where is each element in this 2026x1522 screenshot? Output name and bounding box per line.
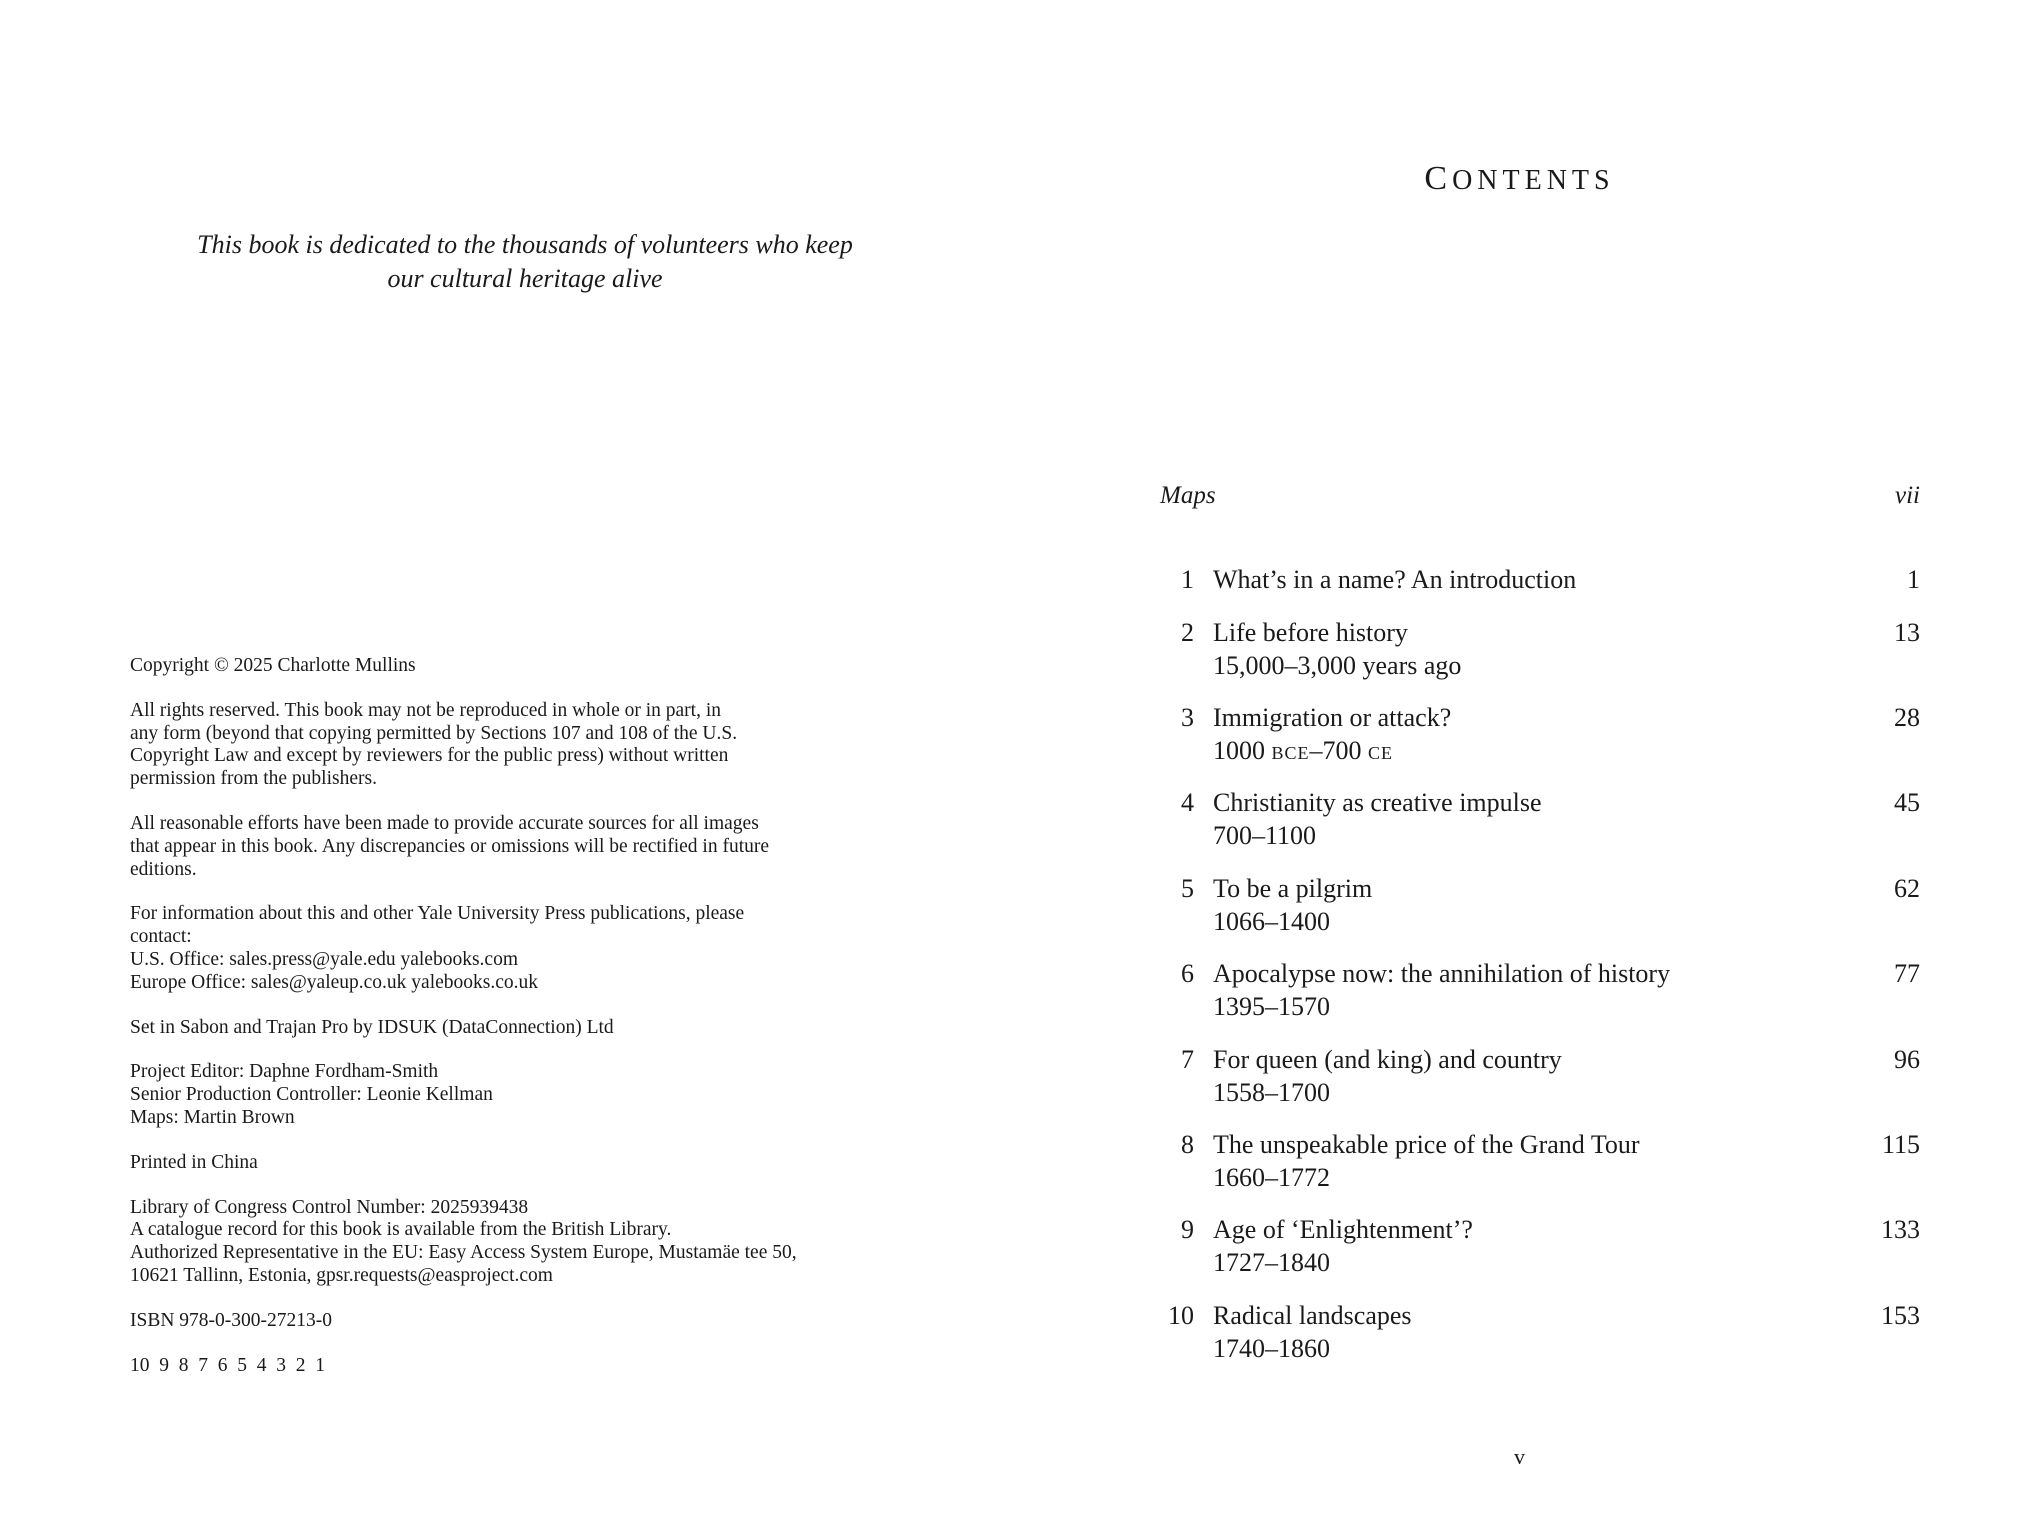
dedication-line-1: This book is dedicated to the thousands of volunteers who keep bbox=[197, 230, 853, 259]
chapter-page: 45 bbox=[1894, 788, 1920, 817]
chapter-dates: 15,000–3,000 years ago bbox=[1213, 651, 1462, 680]
chapter-title: Life before history bbox=[1213, 618, 1408, 647]
toc-entry-2[interactable] bbox=[1160, 617, 1920, 680]
chapter-title: Apocalypse now: the annihilation of history bbox=[1213, 959, 1671, 988]
chapter-title: Christianity as creative impulse bbox=[1213, 788, 1542, 817]
chapter-number: 3 bbox=[1181, 703, 1194, 732]
sources-line: All reasonable efforts have been made to provide accurate sources for all images bbox=[130, 812, 759, 834]
chapter-number: 1 bbox=[1181, 565, 1194, 594]
chapter-dates: 1066–1400 bbox=[1213, 907, 1330, 936]
chapter-dates: 1740–1860 bbox=[1213, 1334, 1330, 1363]
maps-label: Maps bbox=[1160, 482, 1216, 509]
chapter-title: Age of ‘Enlightenment’? bbox=[1213, 1215, 1473, 1244]
sources-line: that appear in this book. Any discrepancies or omissions will be rectified in future bbox=[130, 835, 770, 857]
rights-notice bbox=[130, 700, 890, 791]
credit-line: Project Editor: Daphne Fordham-Smith bbox=[130, 1061, 439, 1083]
chapter-title: The unspeakable price of the Grand Tour bbox=[1213, 1130, 1640, 1159]
chapter-number: 2 bbox=[1181, 618, 1194, 647]
chapter-page: 133 bbox=[1881, 1215, 1920, 1244]
dates-era-bce: BCE bbox=[1271, 743, 1310, 763]
chapter-title: What’s in a name? An introduction bbox=[1213, 565, 1577, 594]
isbn-line: ISBN 978-0-300-27213-0 bbox=[130, 1309, 333, 1331]
credits bbox=[130, 1061, 890, 1129]
credit-line: Maps: Martin Brown bbox=[130, 1106, 295, 1128]
imprint-block bbox=[130, 655, 890, 1399]
info-line: For information about this and other Yale University Press publications, please bbox=[130, 903, 745, 925]
heading-rest: ONTENTS bbox=[1452, 165, 1615, 196]
chapter-page: 96 bbox=[1894, 1045, 1920, 1074]
dedication bbox=[170, 228, 880, 296]
chapter-dates: 1727–1840 bbox=[1213, 1248, 1330, 1277]
printed-line: Printed in China bbox=[130, 1151, 258, 1173]
heading-initial: C bbox=[1424, 160, 1453, 197]
info-line: contact: bbox=[130, 926, 192, 948]
chapter-number: 10 bbox=[1168, 1301, 1194, 1330]
print-line: 10 9 8 7 6 5 4 3 2 1 bbox=[130, 1354, 325, 1376]
info-line: U.S. Office: sales.press@yale.edu yalebooks.com bbox=[130, 948, 519, 970]
dates-start: 1000 bbox=[1213, 736, 1272, 765]
toc-maps-entry[interactable] bbox=[1160, 482, 1920, 510]
chapter-title: For queen (and king) and country bbox=[1213, 1045, 1562, 1074]
chapter-dates: 700–1100 bbox=[1213, 821, 1317, 850]
printed-in bbox=[130, 1152, 890, 1175]
toc-entry-4[interactable] bbox=[1160, 787, 1920, 850]
dates-era-ce: CE bbox=[1368, 743, 1394, 763]
chapter-number: 4 bbox=[1181, 788, 1194, 817]
toc-entry-3[interactable] bbox=[1160, 702, 1920, 765]
toc-entry-10[interactable] bbox=[1160, 1300, 1920, 1363]
chapter-page: 77 bbox=[1894, 959, 1920, 988]
chapter-number: 7 bbox=[1181, 1045, 1194, 1074]
chapter-page: 1 bbox=[1907, 565, 1920, 594]
rights-line: any form (beyond that copying permitted by Sections 107 and 108 of the U.S. bbox=[130, 722, 738, 744]
toc-entry-1[interactable] bbox=[1160, 564, 1920, 624]
info-line: Europe Office: sales@yaleup.co.uk yalebooks.co.uk bbox=[130, 971, 539, 993]
contact-info bbox=[130, 903, 890, 994]
copyright-notice bbox=[130, 655, 890, 678]
chapter-dates: 1558–1700 bbox=[1213, 1078, 1330, 1107]
toc-entry-7[interactable] bbox=[1160, 1044, 1920, 1107]
catalogue-line: Library of Congress Control Number: 2025939438 bbox=[130, 1196, 529, 1218]
dates-end: –700 bbox=[1309, 736, 1369, 765]
catalogue-line: A catalogue record for this book is available from the British Library. bbox=[130, 1219, 672, 1241]
sources-notice bbox=[130, 813, 890, 881]
isbn bbox=[130, 1310, 890, 1333]
print-run-line bbox=[130, 1355, 890, 1378]
rights-line: All rights reserved. This book may not be reproduced in whole or in part, in bbox=[130, 699, 722, 721]
copyright-line: Copyright © 2025 Charlotte Mullins bbox=[130, 655, 416, 676]
maps-page: vii bbox=[1895, 482, 1920, 509]
chapter-page: 28 bbox=[1894, 703, 1920, 732]
catalogue-line: 10621 Tallinn, Estonia, gpsr.requests@easproject.com bbox=[130, 1264, 553, 1286]
toc-entry-6[interactable] bbox=[1160, 958, 1920, 1021]
chapter-page: 13 bbox=[1894, 618, 1920, 647]
chapter-title: Immigration or attack? bbox=[1213, 703, 1452, 732]
right-page bbox=[1013, 0, 2026, 1522]
page-folio: v bbox=[1514, 1444, 1525, 1469]
typeset-note bbox=[130, 1017, 890, 1040]
credit-line: Senior Production Controller: Leonie Kellman bbox=[130, 1084, 493, 1106]
typeset-line: Set in Sabon and Trajan Pro by IDSUK (DataConnection) Ltd bbox=[130, 1016, 614, 1038]
chapter-page: 62 bbox=[1894, 874, 1920, 903]
toc-entry-5[interactable] bbox=[1160, 873, 1920, 936]
chapter-dates bbox=[1213, 735, 1393, 769]
chapter-number: 6 bbox=[1181, 959, 1194, 988]
contents-heading bbox=[1013, 160, 2026, 198]
catalogue-info bbox=[130, 1197, 890, 1288]
chapter-number: 8 bbox=[1181, 1130, 1194, 1159]
toc-entry-8[interactable] bbox=[1160, 1129, 1920, 1192]
sources-line: editions. bbox=[130, 858, 197, 880]
chapter-page: 153 bbox=[1881, 1301, 1920, 1330]
chapter-title: To be a pilgrim bbox=[1213, 874, 1373, 903]
chapter-dates: 1395–1570 bbox=[1213, 992, 1330, 1021]
catalogue-line: Authorized Representative in the EU: Easy Access System Europe, Mustamäe tee 50, bbox=[130, 1242, 797, 1264]
dedication-line-2: our cultural heritage alive bbox=[387, 264, 663, 293]
chapter-page: 115 bbox=[1881, 1130, 1920, 1159]
chapter-dates: 1660–1772 bbox=[1213, 1163, 1330, 1192]
chapter-number: 5 bbox=[1181, 874, 1194, 903]
chapter-title: Radical landscapes bbox=[1213, 1301, 1412, 1330]
chapter-number: 9 bbox=[1181, 1215, 1194, 1244]
rights-line: permission from the publishers. bbox=[130, 768, 377, 790]
toc-entry-9[interactable] bbox=[1160, 1214, 1920, 1277]
rights-line: Copyright Law and except by reviewers for the public press) without written bbox=[130, 745, 729, 767]
